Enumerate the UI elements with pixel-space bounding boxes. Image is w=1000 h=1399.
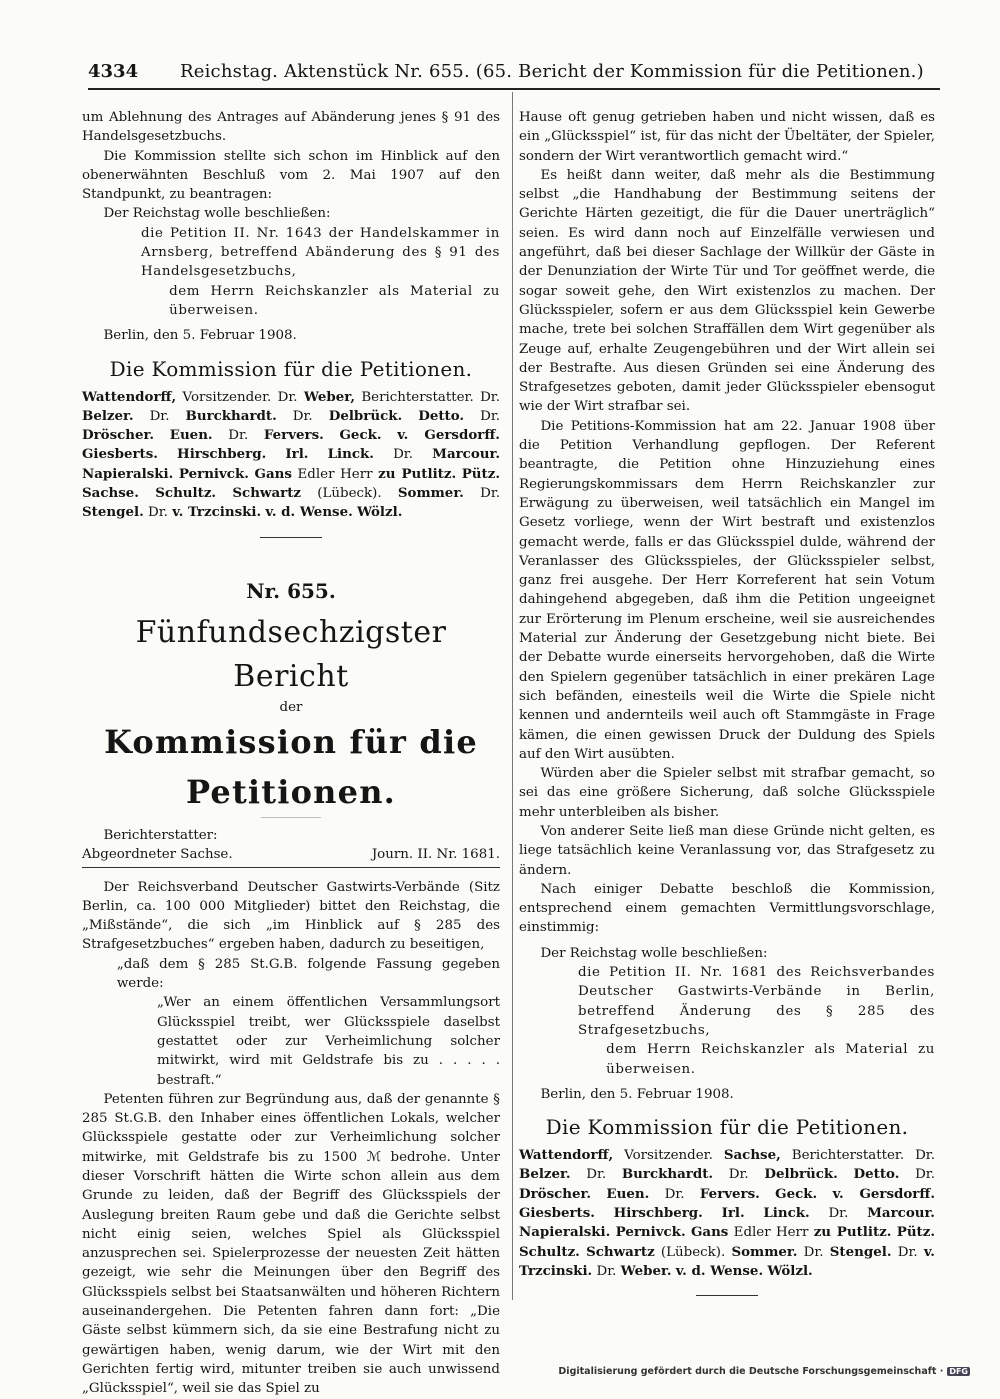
member-name: Burckhardt. — [621, 1166, 714, 1183]
member-role — [703, 1206, 722, 1221]
paragraph: Nach einiger Debatte beschloß die Kommission, entsprechend einem gemachten Vermittlungsvorschlage, einstimmig: — [519, 881, 935, 936]
member-role — [324, 428, 340, 443]
right-column — [519, 108, 935, 1296]
member-name: v. Trzcinski. — [172, 504, 262, 521]
member-name: Irl. — [285, 446, 309, 463]
member-role — [154, 428, 170, 443]
member-name: zu Putlitz. — [378, 465, 457, 482]
member-role: Dr. — [143, 505, 173, 521]
member-name: v. d. Wense. — [675, 1262, 764, 1279]
running-title: Reichstag. Aktenstück Nr. 655. (65. Bericht der Kommission für die Petitionen.) — [180, 61, 924, 82]
column-divider — [512, 92, 513, 1300]
member-name: v. Trzcinski. — [519, 1243, 935, 1279]
member-name: Gans — [254, 465, 292, 482]
member-name: Sommer. — [731, 1243, 798, 1260]
member-name: Burckhardt. — [185, 407, 277, 424]
member-role: (Lübeck). — [654, 1244, 732, 1260]
member-name: v. Gersdorff. — [832, 1185, 935, 1202]
member-name: v. d. Wense. — [265, 504, 353, 521]
paragraph: Petenten führen zur Begründung aus, daß der genannte § 285 St.G.B. den Inhaber eines öffentlichen Lokals, welcher Glücksspiele gestatte oder zur Verheimlichung solcher mitwirke, mit Geldstrafe bis zu 1500 ℳ bedrohe. Unter dieser Vorschrift hätten die Wirte schon allein aus dem Grunde zu leiden, daß der Begriff des Glücksspiels der Auslegung breiten Raum gebe und daß die Gerichte selbst nicht einig seien, welches Spiel als Glücksspiel anzusprechen sei. Spielerprozesse der neuesten Zeit hätten gezeigt, wie sehr die Meinungen über den Begriff des Glücksspiels selbst bei Staatsanwälten und höheren Richtern auseinandergehen. Die Petenten fahren dann fort: „Die Gäste selbst kümmern sich, da sie eine Bestrafung nicht zu gewärtigen haben, wenig darum, wie der Wirt mit den Gerichten fertig wird, mitunter treiben sie auch unwissend „Glücksspiel“, weil sie das Spiel zu — [82, 1091, 500, 1397]
member-name: Fervers. — [263, 427, 324, 444]
member-name: Dröscher. — [82, 427, 155, 444]
divider — [696, 1295, 758, 1296]
member-name: Wattendorff, — [519, 1147, 614, 1164]
member-role: Dr. — [899, 1167, 935, 1183]
member-name: Delbrück. — [328, 407, 403, 424]
member-name: Sommer. — [397, 485, 464, 502]
member-role: Dr. — [891, 1244, 924, 1260]
member-name: Euen. — [606, 1185, 650, 1202]
member-role: Berichterstatter. Dr. — [354, 389, 500, 405]
member-name: Weber. — [620, 1262, 672, 1279]
member-role: (Lübeck). — [300, 486, 398, 502]
member-role: Vorsitzender. Dr. — [176, 389, 304, 405]
member-role: Dr. — [464, 408, 501, 424]
member-name: Schultz. — [155, 485, 217, 502]
member-name: v. Gersdorff. — [397, 427, 500, 444]
paragraph: Es heißt dann weiter, daß mehr als die Bestimmung selbst „die Handhabung der Bestimmung seitens der Gerichte Härten gezeitigt, die für die Dauer unerträglich“ seien. Es wird dann noch auf Einzelfälle verwiesen und angeführt, daß bei dieser Sachlage der Willkür der Gäste in der Denunziation der Wirte Tür und Tor geöffnet werde, die sogar soweit gehe, den Wirt existenzlos zu machen. Der Glücksspieler, sofern er aus dem Glücksspiel kein Gewerbe mache, trete bei solchen Straffällen dem Wirt gegenüber als Zeuge auf, erhalte Zeugengebühren und der Wirt allein sei der Bestrafte. Aus diesen Gründen sei eine Änderung des Strafgesetzes geboten, damit jeder Glücksspieler ebensogut wie der Wirt strafbar sei. — [519, 167, 935, 415]
member-role — [158, 447, 177, 462]
member-name: Weber, — [303, 388, 355, 405]
member-name: Napieralski. — [519, 1224, 611, 1241]
member-role — [266, 447, 285, 462]
paragraph: Der Reichsverband Deutscher Gastwirts-Verbände (Sitz Berlin, ca. 100 000 Mitglieder) bittet den Reichstag, die „Mißstände“, die sich „im Hinblick auf § 285 des Strafgesetzbuches“ ergeben haben, dadurch zu beseitigen, — [82, 879, 500, 953]
member-list — [82, 388, 500, 523]
page-number: 4334 — [88, 61, 139, 82]
reporter-label: Berichterstatter: — [103, 827, 218, 843]
member-name: Marcour. — [867, 1205, 935, 1222]
motion-text: dem Herrn Reichskanzler als Material zu überweisen. — [169, 283, 500, 318]
member-name: Pernivck. — [178, 465, 249, 482]
reporter-name: Abgeordneter Sachse. — [82, 847, 233, 863]
member-list — [519, 1146, 935, 1281]
member-role: Dr. — [570, 1167, 622, 1183]
left-column — [82, 108, 500, 1399]
motion-text: die Petition II. Nr. 1681 des Reichsverbandes Deutscher Gastwirts-Verbände in Berlin, betreffend Änderung des § 285 des Strafgesetzbuchs, — [577, 965, 935, 1038]
running-header — [88, 58, 940, 90]
member-name: Pernivck. — [615, 1224, 686, 1241]
report-title: Fünfundsechzigster Bericht — [135, 614, 447, 694]
member-name: Geck. — [339, 427, 382, 444]
member-role — [402, 409, 418, 424]
member-name: Hirschberg. — [177, 446, 267, 463]
member-name: Schultz. — [519, 1243, 580, 1260]
member-name: zu Putlitz. — [813, 1224, 892, 1241]
member-name: Belzer. — [519, 1166, 571, 1183]
member-role — [838, 1167, 854, 1182]
member-name: Belzer. — [82, 407, 134, 424]
date-line: Berlin, den 5. Februar 1908. — [103, 328, 297, 344]
member-role: Dr. — [212, 428, 264, 444]
member-role: Dr. — [713, 1167, 765, 1183]
member-role — [745, 1206, 764, 1221]
resolution-intro: Der Reichstag wolle beschließen: — [103, 206, 331, 222]
member-role — [216, 486, 232, 501]
journal-number: Journ. II. Nr. 1681. — [371, 847, 500, 863]
member-role: Dr. — [276, 408, 329, 424]
report-subtitle: Kommission für die Petitionen. — [104, 722, 478, 811]
member-role — [760, 1187, 775, 1202]
motion-text: dem Herrn Reichskanzler als Material zu überweisen. — [606, 1042, 935, 1077]
member-name: Dröscher. — [519, 1185, 592, 1202]
document-number: Nr. 655. — [246, 578, 336, 603]
member-name: Geck. — [775, 1185, 818, 1202]
reporter-line — [82, 845, 500, 867]
member-name: Stengel. — [829, 1243, 892, 1260]
paragraph: Hause oft genug getrieben haben und nicht wissen, daß es ein „Glücksspiel“ ist, für das nicht der Übeltäter, der Spieler, sondern der Wirt verantwortlich gemacht wird.“ — [519, 110, 935, 164]
member-name: Wölzl. — [357, 504, 403, 521]
motion-text: die Petition II. Nr. 1643 der Handelskammer in Arnsberg, betreffend Abänderung des § 91 des Handelsgesetzbuchs, — [140, 225, 500, 280]
member-name: Delbrück. — [764, 1166, 838, 1183]
footer-text: Digitalisierung gefördert durch die Deutsche Forschungsgemeinschaft · — [558, 1366, 944, 1377]
paragraph: Die Kommission stellte sich schon im Hinblick auf den obenerwähnten Beschluß vom 2. Mai 1907 auf den Standpunkt, zu beantragen: — [82, 148, 500, 203]
member-name: Schwartz — [232, 485, 301, 502]
member-role: Berichterstatter. Dr. — [780, 1148, 935, 1164]
member-role: Dr. — [809, 1206, 868, 1222]
commission-title: Die Kommission für die Petitionen. — [545, 1115, 909, 1140]
member-role: Dr. — [373, 447, 433, 463]
member-name: Linck. — [327, 446, 374, 463]
member-role: Vorsitzender. — [613, 1148, 724, 1164]
member-role: Dr. — [463, 486, 500, 502]
member-name: Detto. — [853, 1166, 900, 1183]
quoted-text: „daß dem § 285 St.G.B. folgende Fassung gegeben werde: — [116, 956, 500, 992]
member-name: Stengel. — [82, 504, 144, 521]
date-line: Berlin, den 5. Februar 1908. — [540, 1086, 734, 1102]
paragraph: Würden aber die Spieler selbst mit strafbar gemacht, so sei das eine größere Sicherung, daß solche Glücksspiele mehr unterbleiben als bisher. — [519, 766, 935, 820]
footer-credit — [558, 1366, 970, 1377]
member-name: Detto. — [418, 407, 465, 424]
member-role — [382, 428, 398, 443]
member-name: Giesberts. — [82, 446, 158, 463]
member-role — [595, 1206, 614, 1221]
member-role: Dr. — [649, 1186, 700, 1202]
member-name: Sachse. — [82, 485, 139, 502]
member-name: Euen. — [169, 427, 213, 444]
member-role: Edler Herr — [291, 466, 379, 482]
member-name: Wölzl. — [767, 1262, 813, 1279]
member-name: Irl. — [721, 1205, 745, 1222]
member-role — [308, 447, 327, 462]
member-name: Sachse, — [723, 1147, 781, 1164]
member-name: Giesberts. — [519, 1205, 595, 1222]
member-name: Pütz. — [896, 1224, 936, 1241]
resolution-intro: Der Reichstag wolle beschließen: — [540, 945, 768, 961]
member-role — [139, 486, 155, 501]
commission-title: Die Kommission für die Petitionen. — [109, 356, 473, 381]
member-role: Dr. — [797, 1244, 830, 1260]
member-role — [817, 1187, 832, 1202]
member-name: Wattendorff, — [82, 388, 177, 405]
report-title-connector: der — [279, 699, 303, 715]
dfg-logo: DFG — [949, 1367, 968, 1376]
member-role: Dr. — [592, 1263, 621, 1279]
member-role — [591, 1187, 606, 1202]
member-name: Gans — [690, 1224, 729, 1241]
member-name: Marcour. — [432, 446, 500, 463]
member-name: Pütz. — [461, 465, 500, 482]
member-name: Linck. — [763, 1205, 810, 1222]
paragraph: Die Petitions-Kommission hat am 22. Januar 1908 über die Petition Verhandlung gepflogen. Der Referent beantragte, die Petition ohne Hinzuziehung eines Regierungskommissars dem Herrn Reichskanzler zur Erwägung zu überweisen, weil tatsächlich ein Mangel im Gesetz vorliege, wenn der Wirt bestraft und existenzlos gemacht werde, falls er das Glücksspiel dulde, während der Veranlasser des Glücksspieles, der Glücksspieler selbst, ganz frei ausgehe. Der Herr Korreferent hat sein Votum dahingehend abgegeben, daß ihm die Petition ungeeignet zur Erörterung im Plenum erscheine, weil sie ausreichendes Material zur Änderung der Gesetzgebung nicht biete. Bei der Debatte wurde einerseits hervorgehoben, daß die Wirte den Spielern gegenüber tatsächlich in einer prekären Lage sich befänden, einesteils weil die Wirte die Spiele nicht kennen und andernteils weil auch oft Stammgäste in Frage kämen, die einen gewissen Druck der Duldung des Spiels auf den Wirt ausübten. — [519, 418, 935, 762]
divider — [261, 817, 321, 818]
member-name: Napieralski. — [82, 465, 174, 482]
paragraph: Von anderer Seite ließ man diese Gründe nicht gelten, es liege tatsächlich keine Veranlassung vor, das Strafgesetz zu ändern. — [519, 823, 935, 878]
member-role: Edler Herr — [728, 1225, 814, 1241]
divider — [260, 537, 322, 538]
quoted-text: „Wer an einem öffentlichen Versammlungsort Glücksspiel treibt, wer Glücksspiele daselbst gestattet oder zur Verheimlichung solcher mitwirkt, wird mit Geldstrafe bis zu . . . . . bestraft.“ — [157, 995, 500, 1088]
member-name: Schwartz — [586, 1243, 655, 1260]
paragraph: um Ablehnung des Antrages auf Abänderung jenes § 91 des Handelsgesetzbuchs. — [82, 110, 500, 145]
member-name: Fervers. — [699, 1185, 760, 1202]
member-name: Hirschberg. — [613, 1205, 703, 1222]
member-role: Dr. — [133, 408, 186, 424]
